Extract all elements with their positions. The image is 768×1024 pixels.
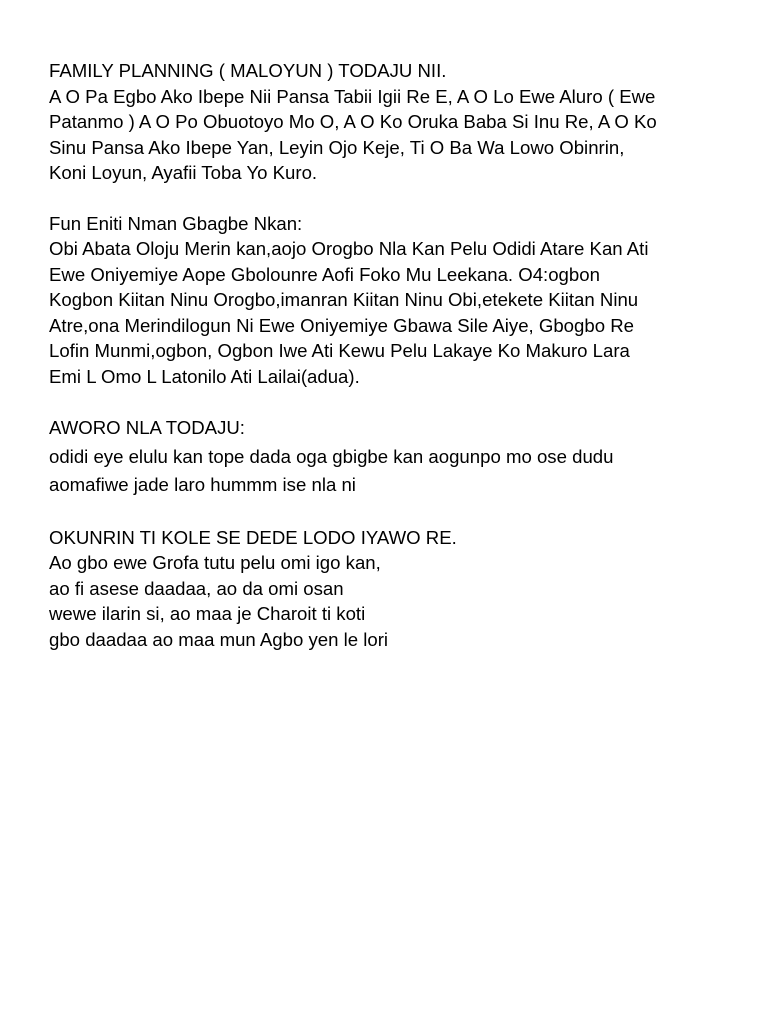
section-okunrin bbox=[49, 525, 729, 653]
paragraph-line: Ao gbo ewe Grofa tutu pelu omi igo kan, bbox=[49, 552, 381, 573]
paragraph-line: gbo daadaa ao maa mun Agbo yen le lori bbox=[49, 628, 389, 650]
section-memory-remedy bbox=[49, 211, 729, 390]
paragraph-line: ao fi asese daadaa, ao da omi osan bbox=[49, 577, 344, 599]
paragraph-line: wewe ilarin si, ao maa je Charoit ti koti bbox=[49, 603, 366, 624]
paragraph-line: Obi Abata Oloju Merin kan,aojo Orogbo Nla Kan Pelu Odidi Atare Kan Ati bbox=[49, 238, 649, 259]
paragraph-line: Kogbon Kiitan Ninu Orogbo,imanran Kiitan Ninu Obi,etekete Kiitan Ninu bbox=[49, 289, 639, 310]
document-page bbox=[49, 58, 729, 652]
paragraph-line: odidi eye elulu kan tope dada oga gbigbe kan aogunpo mo ose dudu bbox=[49, 445, 614, 467]
section-heading: Fun Eniti Nman Gbagbe Nkan: bbox=[49, 212, 303, 234]
section-aworo-nla bbox=[49, 415, 729, 499]
paragraph-line: Ewe Oniyemiye Aope Gbolounre Aofi Foko Mu Leekana. O4:ogbon bbox=[49, 263, 600, 285]
paragraph-line: aomafiwe jade laro hummm ise nla ni bbox=[49, 473, 356, 495]
section-heading: FAMILY PLANNING ( MALOYUN ) TODAJU NII. bbox=[49, 60, 447, 81]
section-heading: AWORO NLA TODAJU: bbox=[49, 417, 245, 438]
paragraph-line: A O Pa Egbo Ako Ibepe Nii Pansa Tabii Igii Re E, A O Lo Ewe Aluro ( Ewe bbox=[49, 85, 656, 107]
section-family-planning bbox=[49, 58, 729, 186]
paragraph-line: Atre,ona Merindilogun Ni Ewe Oniyemiye Gbawa Sile Aiye, Gbogbo Re bbox=[49, 314, 634, 336]
paragraph-line: Koni Loyun, Ayafii Toba Yo Kuro. bbox=[49, 162, 318, 183]
paragraph-line: Sinu Pansa Ako Ibepe Yan, Leyin Ojo Keje, Ti O Ba Wa Lowo Obinrin, bbox=[49, 136, 625, 158]
paragraph-line: Patanmo ) A O Po Obuotoyo Mo O, A O Ko Oruka Baba Si Inu Re, A O Ko bbox=[49, 111, 657, 132]
paragraph-line: Emi L Omo L Latonilo Ati Lailai(adua). bbox=[49, 365, 360, 387]
paragraph-line: Lofin Munmi,ogbon, Ogbon Iwe Ati Kewu Pelu Lakaye Ko Makuro Lara bbox=[49, 340, 630, 361]
section-heading: OKUNRIN TI KOLE SE DEDE LODO IYAWO RE. bbox=[49, 526, 457, 548]
